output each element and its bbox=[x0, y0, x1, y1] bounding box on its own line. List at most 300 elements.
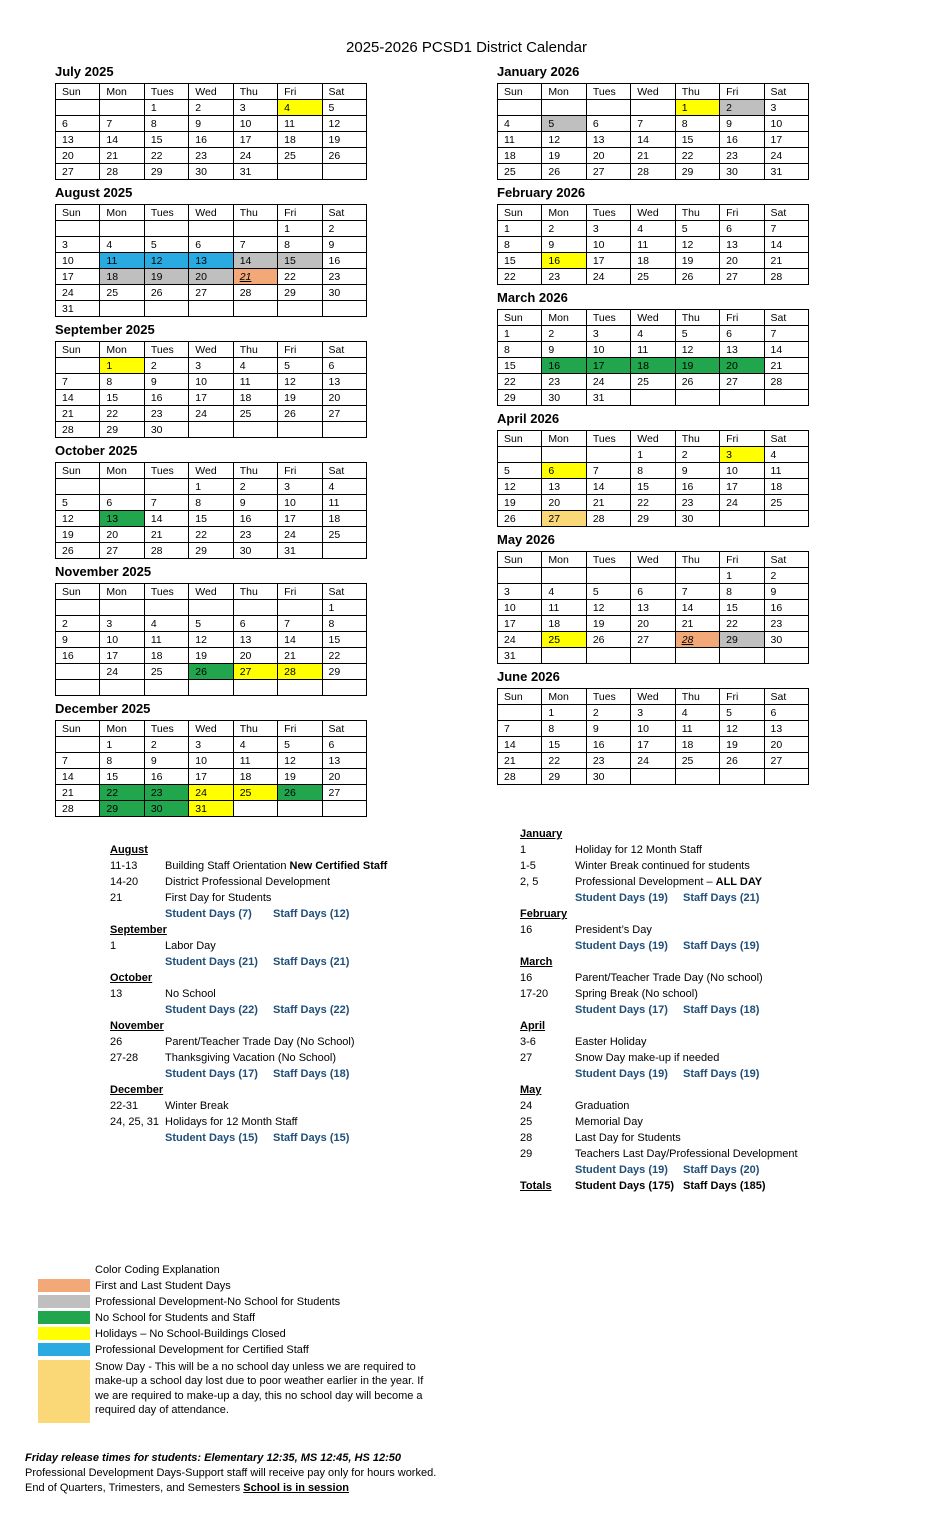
day-cell: 1 bbox=[498, 221, 542, 237]
day-cell bbox=[189, 600, 233, 616]
day-cell: 9 bbox=[720, 116, 764, 132]
student-days-count: Student Days (19) bbox=[575, 1068, 668, 1080]
day-cell: 17 bbox=[189, 769, 233, 785]
note-description: Building Staff Orientation New Certified Staff bbox=[165, 860, 388, 872]
day-cell: 1 bbox=[631, 447, 675, 463]
legend-item-text: Professional Development-No School for Students bbox=[95, 1296, 341, 1309]
notes-column-right bbox=[520, 826, 865, 1194]
day-cell: 1 bbox=[498, 326, 542, 342]
day-cell: 18 bbox=[144, 648, 188, 664]
day-cell: 20 bbox=[720, 253, 764, 269]
calendar-grid bbox=[0, 64, 933, 822]
day-cell: 7 bbox=[100, 116, 144, 132]
weekday-header-row bbox=[56, 721, 367, 737]
day-cell: 25 bbox=[100, 285, 144, 301]
day-cell: 15 bbox=[631, 479, 675, 495]
student-days-count: Student Days (21) bbox=[165, 956, 258, 968]
day-cell bbox=[322, 680, 366, 696]
day-cell bbox=[278, 680, 322, 696]
legend-swatch-blue bbox=[38, 1343, 90, 1356]
day-cell: 9 bbox=[322, 237, 366, 253]
month-title: November 2025 bbox=[55, 564, 152, 579]
weekday-header-cell: Wed bbox=[631, 205, 675, 221]
weekday-header-cell: Sat bbox=[322, 584, 366, 600]
footer-line: Friday release times for students: Elementary 12:35, MS 12:45, HS 12:50 bbox=[25, 1451, 401, 1464]
week-row bbox=[56, 616, 367, 632]
day-cell: 2 bbox=[144, 737, 188, 753]
day-cell: 18 bbox=[764, 479, 808, 495]
month-july-2025 bbox=[55, 64, 367, 180]
month-table bbox=[55, 462, 367, 559]
day-cell: 11 bbox=[278, 116, 322, 132]
day-cell: 19 bbox=[498, 495, 542, 511]
day-cell: 4 bbox=[100, 237, 144, 253]
week-row bbox=[498, 269, 809, 285]
weekday-header-cell: Sun bbox=[498, 431, 542, 447]
legend-swatch-green bbox=[38, 1311, 90, 1324]
day-cell: 1 bbox=[144, 100, 188, 116]
note-entry bbox=[110, 1050, 455, 1066]
day-cell: 13 bbox=[720, 237, 764, 253]
weekday-header-cell: Mon bbox=[542, 552, 586, 568]
staff-days-count: Staff Days (19) bbox=[683, 1068, 760, 1080]
note-description: Holiday for 12 Month Staff bbox=[575, 844, 702, 856]
day-cell: 15 bbox=[675, 132, 719, 148]
day-cell: 16 bbox=[675, 479, 719, 495]
note-month-header: February bbox=[520, 908, 568, 920]
day-cell: 2 bbox=[56, 616, 100, 632]
weekday-header-cell: Sat bbox=[764, 310, 808, 326]
week-row bbox=[498, 495, 809, 511]
day-cell: 6 bbox=[586, 116, 630, 132]
day-cell: 10 bbox=[764, 116, 808, 132]
day-cell: 22 bbox=[631, 495, 675, 511]
day-cell: 17 bbox=[586, 253, 630, 269]
day-cell: 5 bbox=[675, 326, 719, 342]
weekday-header-cell: Sun bbox=[498, 689, 542, 705]
weekday-header-cell: Wed bbox=[189, 721, 233, 737]
note-month-header: December bbox=[110, 1084, 164, 1096]
weekday-header-row bbox=[56, 84, 367, 100]
weekday-header-cell: Sat bbox=[322, 205, 366, 221]
day-cell: 11 bbox=[631, 237, 675, 253]
day-cell: 19 bbox=[322, 132, 366, 148]
weekday-header-cell: Wed bbox=[631, 310, 675, 326]
month-october-2025 bbox=[55, 443, 367, 559]
staff-days-count: Staff Days (21) bbox=[273, 956, 350, 968]
weekday-header-row bbox=[498, 205, 809, 221]
note-entry bbox=[520, 874, 865, 890]
day-cell: 30 bbox=[144, 801, 188, 817]
day-cell: 22 bbox=[100, 406, 144, 422]
weekday-header-row bbox=[498, 552, 809, 568]
day-cell: 9 bbox=[233, 495, 277, 511]
day-cell: 22 bbox=[675, 148, 719, 164]
weekday-header-cell: Mon bbox=[542, 431, 586, 447]
week-row bbox=[498, 447, 809, 463]
note-date: 21 bbox=[110, 892, 123, 904]
day-cell: 27 bbox=[56, 164, 100, 180]
note-description: Memorial Day bbox=[575, 1116, 643, 1128]
day-cell bbox=[278, 600, 322, 616]
day-cell: 30 bbox=[322, 285, 366, 301]
weekday-header-cell: Sun bbox=[56, 342, 100, 358]
day-cell: 4 bbox=[322, 479, 366, 495]
day-cell: 26 bbox=[498, 511, 542, 527]
day-cell: 10 bbox=[278, 495, 322, 511]
student-days-count: Student Days (19) bbox=[575, 940, 668, 952]
day-cell: 14 bbox=[144, 511, 188, 527]
day-cell bbox=[233, 680, 277, 696]
week-row bbox=[56, 801, 367, 817]
day-cell: 1 bbox=[100, 737, 144, 753]
day-cell: 21 bbox=[675, 616, 719, 632]
note-month-header: August bbox=[110, 844, 148, 856]
day-cell: 2 bbox=[322, 221, 366, 237]
week-row bbox=[56, 374, 367, 390]
day-cell: 5 bbox=[278, 737, 322, 753]
day-cell: 3 bbox=[586, 326, 630, 342]
day-cell: 9 bbox=[542, 237, 586, 253]
weekday-header-cell: Fri bbox=[278, 721, 322, 737]
week-row bbox=[56, 600, 367, 616]
day-cell: 5 bbox=[56, 495, 100, 511]
day-cell: 15 bbox=[542, 737, 586, 753]
day-cell bbox=[278, 422, 322, 438]
staff-days-count: Staff Days (15) bbox=[273, 1132, 350, 1144]
day-cell: 21 bbox=[233, 269, 277, 285]
day-cell: 5 bbox=[498, 463, 542, 479]
week-row bbox=[498, 132, 809, 148]
weekday-header-cell: Tues bbox=[144, 463, 188, 479]
weekday-header-row bbox=[56, 205, 367, 221]
week-row bbox=[56, 632, 367, 648]
day-cell: 15 bbox=[100, 769, 144, 785]
day-cell: 24 bbox=[233, 148, 277, 164]
day-cell: 16 bbox=[720, 132, 764, 148]
day-cell: 4 bbox=[675, 705, 719, 721]
weekday-header-cell: Fri bbox=[720, 689, 764, 705]
note-description: No School bbox=[165, 988, 216, 1000]
note-description: Professional Development – ALL DAY bbox=[575, 876, 763, 888]
week-row bbox=[498, 342, 809, 358]
day-cell: 9 bbox=[542, 342, 586, 358]
totals-student-days: Student Days (175) bbox=[575, 1180, 675, 1192]
day-cell: 22 bbox=[278, 269, 322, 285]
day-cell: 6 bbox=[56, 116, 100, 132]
day-cell: 31 bbox=[498, 648, 542, 664]
day-cell: 12 bbox=[586, 600, 630, 616]
day-cell: 4 bbox=[542, 584, 586, 600]
note-description: Parent/Teacher Trade Day (No School) bbox=[165, 1036, 355, 1048]
day-cell: 28 bbox=[675, 632, 719, 648]
day-cell bbox=[675, 769, 719, 785]
day-cell: 10 bbox=[189, 753, 233, 769]
day-cell bbox=[322, 543, 366, 559]
day-cell bbox=[56, 100, 100, 116]
weekday-header-cell: Tues bbox=[586, 84, 630, 100]
weekday-header-cell: Sat bbox=[322, 721, 366, 737]
day-cell bbox=[764, 390, 808, 406]
day-cell: 27 bbox=[720, 269, 764, 285]
note-entry bbox=[520, 1034, 865, 1050]
day-cell: 7 bbox=[56, 753, 100, 769]
student-days-count: Student Days (17) bbox=[165, 1068, 258, 1080]
day-cell bbox=[542, 447, 586, 463]
day-cell bbox=[56, 358, 100, 374]
day-cell: 29 bbox=[278, 285, 322, 301]
note-entry bbox=[110, 874, 455, 890]
note-date: 27-28 bbox=[110, 1052, 139, 1064]
day-cell: 6 bbox=[631, 584, 675, 600]
week-row bbox=[498, 721, 809, 737]
day-cell bbox=[144, 479, 188, 495]
day-cell: 5 bbox=[542, 116, 586, 132]
weekday-header-cell: Thu bbox=[675, 689, 719, 705]
day-cell: 6 bbox=[764, 705, 808, 721]
note-date: 17-20 bbox=[520, 988, 549, 1000]
day-cell: 10 bbox=[498, 600, 542, 616]
week-row bbox=[498, 253, 809, 269]
week-row bbox=[498, 584, 809, 600]
day-cell: 2 bbox=[542, 221, 586, 237]
day-cell: 21 bbox=[100, 148, 144, 164]
day-cell bbox=[189, 301, 233, 317]
weekday-header-cell: Wed bbox=[189, 463, 233, 479]
day-cell: 8 bbox=[720, 584, 764, 600]
day-cell: 6 bbox=[542, 463, 586, 479]
day-cell: 5 bbox=[144, 237, 188, 253]
day-cell bbox=[586, 568, 630, 584]
day-cell: 11 bbox=[322, 495, 366, 511]
month-table bbox=[55, 341, 367, 438]
note-date: 26 bbox=[110, 1036, 123, 1048]
day-cell: 2 bbox=[720, 100, 764, 116]
day-cell bbox=[100, 100, 144, 116]
day-cell: 4 bbox=[631, 326, 675, 342]
student-days-count: Student Days (19) bbox=[575, 892, 668, 904]
day-cell: 15 bbox=[189, 511, 233, 527]
week-row bbox=[56, 269, 367, 285]
weekday-header-cell: Tues bbox=[586, 310, 630, 326]
day-cell: 23 bbox=[720, 148, 764, 164]
day-cell: 27 bbox=[586, 164, 630, 180]
day-cell: 16 bbox=[586, 737, 630, 753]
note-month-header: October bbox=[110, 972, 153, 984]
day-cell: 18 bbox=[631, 358, 675, 374]
notes-column-left bbox=[110, 826, 455, 1146]
day-cell: 15 bbox=[322, 632, 366, 648]
week-row bbox=[56, 237, 367, 253]
day-cell bbox=[56, 600, 100, 616]
note-day-counts bbox=[575, 938, 865, 954]
note-entry bbox=[520, 970, 865, 986]
day-cell: 17 bbox=[720, 479, 764, 495]
month-march-2026 bbox=[497, 290, 809, 406]
weekday-header-cell: Wed bbox=[631, 431, 675, 447]
weekday-header-cell: Thu bbox=[675, 84, 719, 100]
day-cell: 23 bbox=[542, 374, 586, 390]
day-cell: 11 bbox=[100, 253, 144, 269]
day-cell bbox=[764, 648, 808, 664]
note-day-counts bbox=[575, 1162, 865, 1178]
day-cell: 2 bbox=[764, 568, 808, 584]
week-row bbox=[498, 148, 809, 164]
day-cell: 8 bbox=[322, 616, 366, 632]
day-cell: 6 bbox=[100, 495, 144, 511]
day-cell bbox=[144, 301, 188, 317]
day-cell: 20 bbox=[233, 648, 277, 664]
weekday-header-cell: Mon bbox=[100, 721, 144, 737]
day-cell: 10 bbox=[586, 342, 630, 358]
day-cell: 30 bbox=[542, 390, 586, 406]
note-date: 27 bbox=[520, 1052, 533, 1064]
month-title: June 2026 bbox=[497, 669, 560, 684]
day-cell: 25 bbox=[631, 374, 675, 390]
day-cell: 3 bbox=[498, 584, 542, 600]
note-entry bbox=[110, 986, 455, 1002]
weekday-header-cell: Thu bbox=[233, 205, 277, 221]
week-row bbox=[498, 221, 809, 237]
day-cell: 16 bbox=[144, 390, 188, 406]
week-row bbox=[498, 753, 809, 769]
day-cell: 14 bbox=[764, 237, 808, 253]
day-cell: 10 bbox=[586, 237, 630, 253]
day-cell: 5 bbox=[278, 358, 322, 374]
note-entry bbox=[110, 1098, 455, 1114]
weekday-header-cell: Sun bbox=[56, 721, 100, 737]
day-cell: 17 bbox=[233, 132, 277, 148]
staff-days-count: Staff Days (19) bbox=[683, 940, 760, 952]
day-cell: 22 bbox=[498, 374, 542, 390]
weekday-header-cell: Sat bbox=[764, 431, 808, 447]
legend-swatch-salmon bbox=[38, 1279, 90, 1292]
day-cell: 12 bbox=[720, 721, 764, 737]
day-cell: 18 bbox=[233, 769, 277, 785]
legend-title: Color Coding Explanation bbox=[95, 1264, 220, 1276]
day-cell: 10 bbox=[56, 253, 100, 269]
weekday-header-row bbox=[498, 84, 809, 100]
day-cell: 28 bbox=[56, 801, 100, 817]
day-cell: 12 bbox=[498, 479, 542, 495]
note-entry bbox=[520, 1130, 865, 1146]
month-title: March 2026 bbox=[497, 290, 568, 305]
day-cell: 8 bbox=[631, 463, 675, 479]
day-cell: 3 bbox=[764, 100, 808, 116]
note-day-counts bbox=[165, 1066, 455, 1082]
day-cell: 8 bbox=[189, 495, 233, 511]
note-description: First Day for Students bbox=[165, 892, 272, 904]
day-cell: 31 bbox=[586, 390, 630, 406]
legend-item bbox=[38, 1327, 933, 1342]
day-cell: 19 bbox=[720, 737, 764, 753]
staff-days-count: Staff Days (18) bbox=[273, 1068, 350, 1080]
week-row bbox=[56, 527, 367, 543]
week-row bbox=[56, 422, 367, 438]
day-cell: 14 bbox=[631, 132, 675, 148]
day-cell bbox=[764, 511, 808, 527]
weekday-header-cell: Mon bbox=[100, 463, 144, 479]
note-entry bbox=[110, 858, 455, 874]
legend-item bbox=[38, 1343, 933, 1358]
day-cell: 28 bbox=[586, 511, 630, 527]
day-cell: 5 bbox=[322, 100, 366, 116]
day-cell: 21 bbox=[144, 527, 188, 543]
note-day-counts bbox=[165, 906, 455, 922]
legend-item-text: Professional Development for Certified Staff bbox=[95, 1344, 309, 1357]
day-cell: 5 bbox=[586, 584, 630, 600]
day-cell: 24 bbox=[764, 148, 808, 164]
weekday-header-cell: Sat bbox=[764, 689, 808, 705]
day-cell: 31 bbox=[278, 543, 322, 559]
day-cell: 7 bbox=[278, 616, 322, 632]
day-cell: 29 bbox=[189, 543, 233, 559]
day-cell: 27 bbox=[100, 543, 144, 559]
day-cell: 6 bbox=[189, 237, 233, 253]
week-row bbox=[56, 358, 367, 374]
day-cell: 5 bbox=[189, 616, 233, 632]
day-cell: 12 bbox=[56, 511, 100, 527]
note-day-counts bbox=[165, 1002, 455, 1018]
weekday-header-cell: Thu bbox=[233, 463, 277, 479]
day-cell: 9 bbox=[189, 116, 233, 132]
day-cell bbox=[764, 769, 808, 785]
note-description: Teachers Last Day/Professional Development bbox=[575, 1148, 798, 1160]
day-cell bbox=[586, 648, 630, 664]
day-cell: 16 bbox=[764, 600, 808, 616]
day-cell: 29 bbox=[720, 632, 764, 648]
day-cell: 10 bbox=[631, 721, 675, 737]
day-cell: 20 bbox=[542, 495, 586, 511]
day-cell: 15 bbox=[498, 253, 542, 269]
note-date: 24 bbox=[520, 1100, 533, 1112]
page-title: 2025-2026 PCSD1 District Calendar bbox=[346, 39, 587, 56]
note-description: Winter Break continued for students bbox=[575, 860, 750, 872]
day-cell: 19 bbox=[278, 769, 322, 785]
day-cell: 12 bbox=[189, 632, 233, 648]
week-row bbox=[498, 479, 809, 495]
day-cell bbox=[542, 100, 586, 116]
day-cell: 30 bbox=[586, 769, 630, 785]
day-cell: 14 bbox=[233, 253, 277, 269]
day-cell bbox=[631, 390, 675, 406]
day-cell: 7 bbox=[764, 221, 808, 237]
day-cell: 20 bbox=[56, 148, 100, 164]
weekday-header-cell: Tues bbox=[144, 584, 188, 600]
month-january-2026 bbox=[497, 64, 809, 180]
day-cell: 31 bbox=[764, 164, 808, 180]
day-cell: 26 bbox=[542, 164, 586, 180]
weekday-header-cell: Thu bbox=[675, 310, 719, 326]
day-cell: 1 bbox=[100, 358, 144, 374]
day-cell: 28 bbox=[764, 374, 808, 390]
day-cell: 28 bbox=[278, 664, 322, 680]
day-cell: 17 bbox=[631, 737, 675, 753]
staff-days-count: Staff Days (22) bbox=[273, 1004, 350, 1016]
day-cell: 24 bbox=[498, 632, 542, 648]
week-row bbox=[56, 769, 367, 785]
day-cell: 12 bbox=[322, 116, 366, 132]
day-cell bbox=[100, 479, 144, 495]
day-cell: 13 bbox=[100, 511, 144, 527]
day-cell: 23 bbox=[542, 269, 586, 285]
week-row bbox=[498, 737, 809, 753]
day-cell: 23 bbox=[144, 785, 188, 801]
day-cell: 29 bbox=[144, 164, 188, 180]
day-cell: 8 bbox=[498, 237, 542, 253]
week-row bbox=[56, 406, 367, 422]
weekday-header-cell: Tues bbox=[144, 205, 188, 221]
